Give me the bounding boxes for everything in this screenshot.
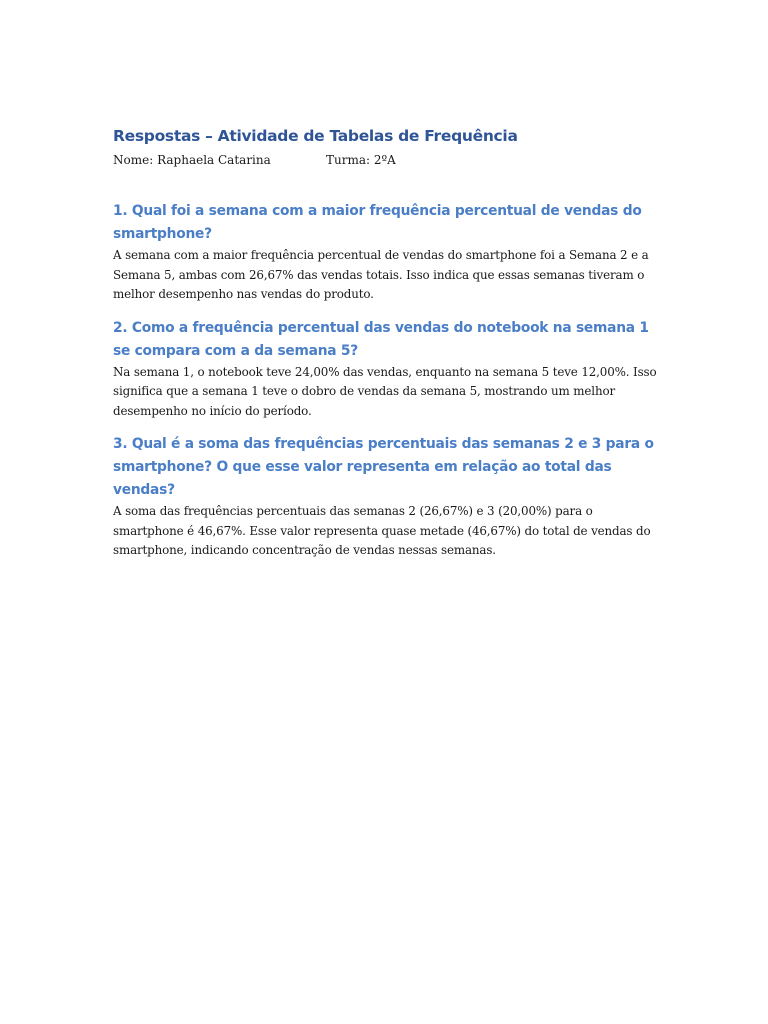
- question-3: [113, 433, 658, 561]
- student-name: Nome: Raphaela Catarina: [113, 153, 271, 167]
- question-1-heading: 1. Qual foi a semana com a maior frequência percentual de vendas do smartphone?: [113, 203, 642, 242]
- question-1: [113, 200, 658, 305]
- question-3-heading: 3. Qual é a soma das frequências percentuais das semanas 2 e 3 para o smartphone? O que esse valor representa em relação ao total das vendas?: [113, 436, 654, 498]
- student-info-row: [113, 150, 658, 170]
- question-1-answer: A semana com a maior frequência percentual de vendas do smartphone foi a Semana 2 e a Semana 5, ambas com 26,67% das vendas totais. Isso indica que essas semanas tiveram o melhor desempenho nas vendas do produto.: [113, 248, 649, 301]
- document-title: Respostas – Atividade de Tabelas de Frequência: [113, 127, 518, 145]
- question-3-answer: A soma das frequências percentuais das semanas 2 (26,67%) e 3 (20,00%) para o smartphone é 46,67%. Esse valor representa quase metade (46,67%) do total de vendas do smartphone, indicando concentração de vendas nessas semanas.: [113, 504, 651, 557]
- document-content: [113, 124, 658, 561]
- question-2: [113, 317, 658, 422]
- question-2-heading: 2. Como a frequência percentual das vendas do notebook na semana 1 se compara com a da semana 5?: [113, 319, 649, 359]
- student-class: Turma: 2ºA: [326, 153, 396, 167]
- question-2-answer: Na semana 1, o notebook teve 24,00% das vendas, enquanto na semana 5 teve 12,00%. Isso significa que a semana 1 teve o dobro de vendas da semana 5, mostrando um melhor desempenho no início do período.: [113, 364, 657, 418]
